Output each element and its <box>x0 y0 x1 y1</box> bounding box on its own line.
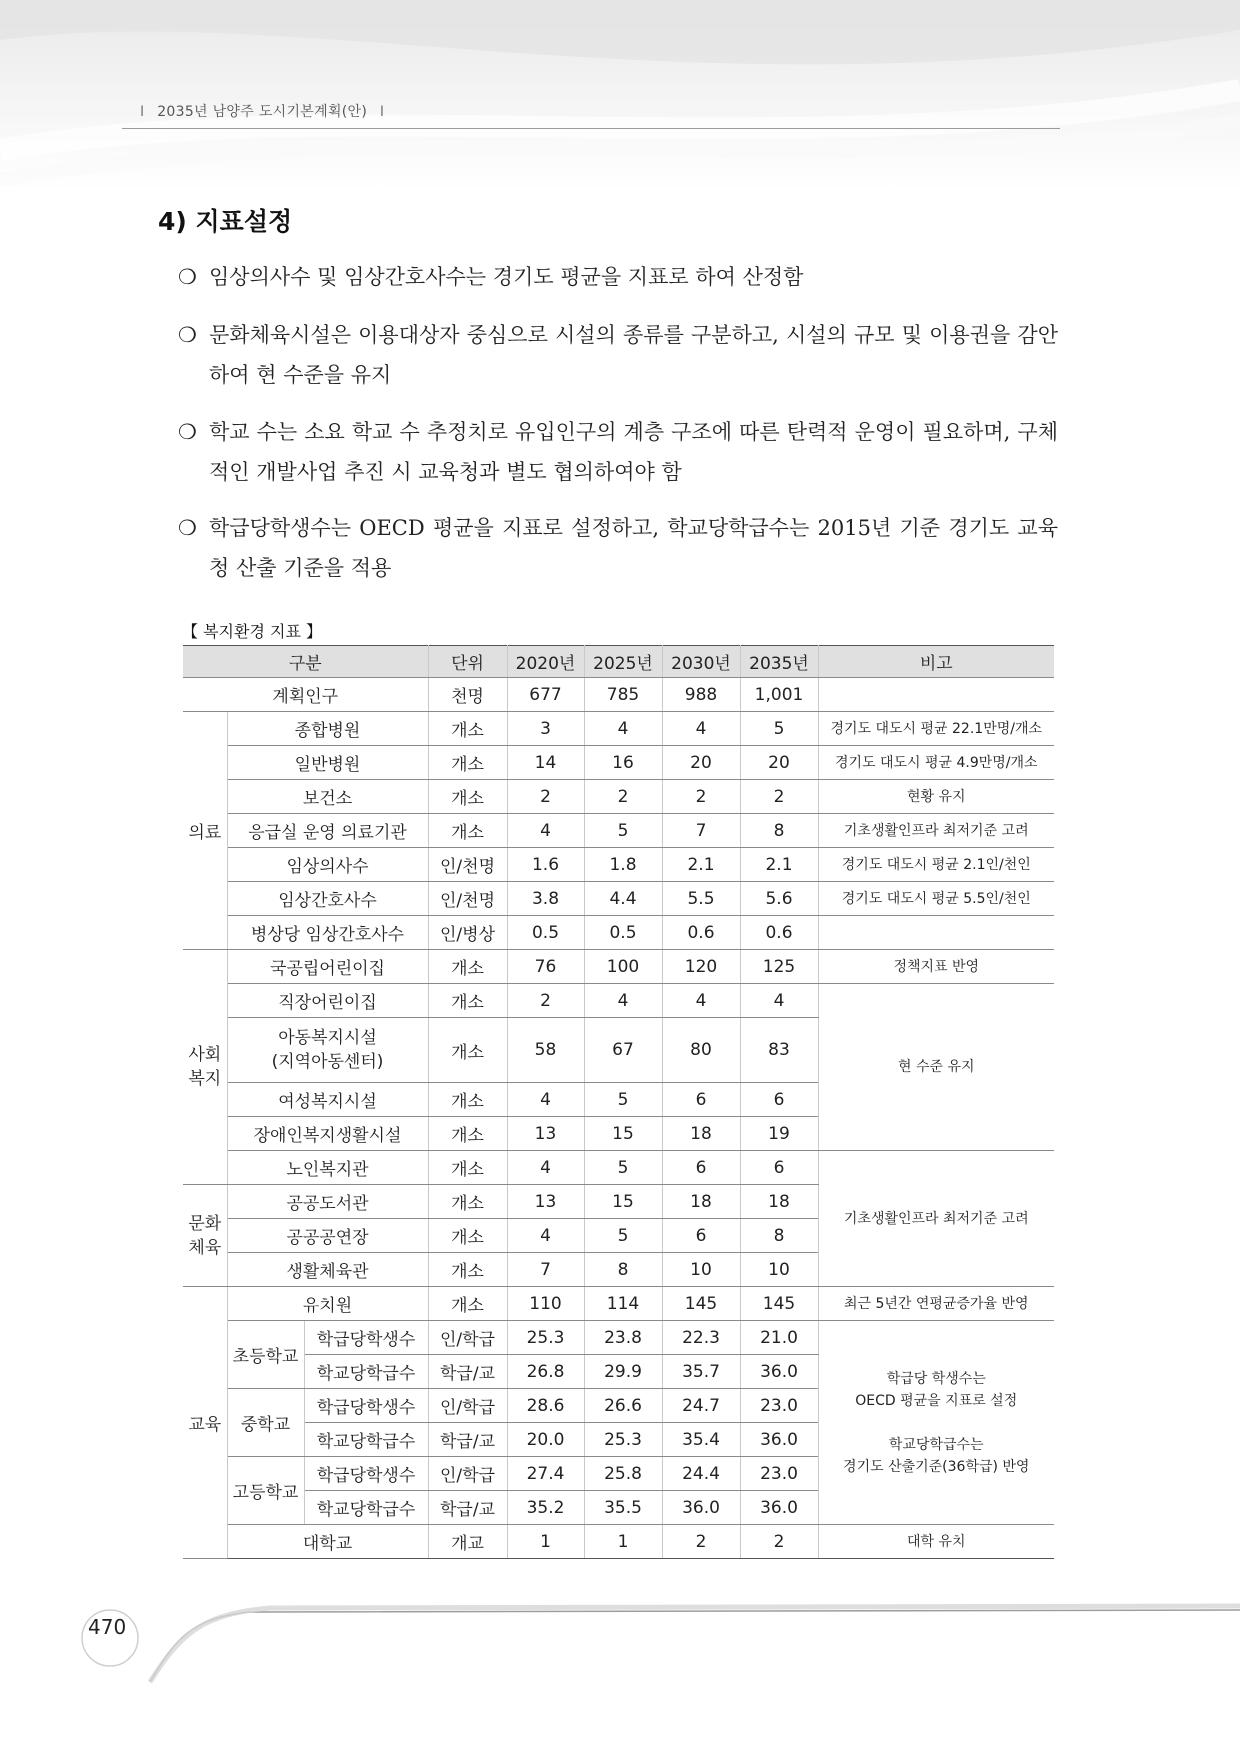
header-background <box>0 0 1240 190</box>
cell-2020: 2 <box>507 984 584 1018</box>
cell-2035: 2 <box>740 780 818 814</box>
table-caption: 【 복지환경 지표 】 <box>182 622 322 641</box>
cell-2035: 145 <box>740 1287 818 1321</box>
cell-2030: 6 <box>662 1219 740 1253</box>
row-unit: 개소 <box>428 814 507 848</box>
cell-2025: 2 <box>584 780 662 814</box>
cell-2035: 19 <box>740 1117 818 1151</box>
cell-2020: 4 <box>507 814 584 848</box>
cell-2035: 36.0 <box>740 1423 818 1457</box>
cell-2025: 25.8 <box>584 1457 662 1491</box>
header-2020: 2020년 <box>507 646 584 678</box>
cell-2030: 24.4 <box>662 1457 740 1491</box>
row-note: 기초생활인프라 최저기준 고려 <box>818 814 1054 848</box>
cell-2025: 785 <box>584 678 662 712</box>
row-unit: 개소 <box>428 712 507 746</box>
row-label: 공공공연장 <box>227 1219 428 1253</box>
cell-2035: 2.1 <box>740 848 818 882</box>
table-row <box>183 746 1054 780</box>
cell-2030: 2 <box>662 1525 740 1559</box>
cell-2020: 20.0 <box>507 1423 584 1457</box>
row-unit: 개소 <box>428 1219 507 1253</box>
bullet-item <box>178 412 1058 492</box>
cell-2030: 988 <box>662 678 740 712</box>
group-welfare-line1: 사회 <box>188 1045 222 1065</box>
header-rule <box>122 128 1060 129</box>
table-row <box>183 950 1054 984</box>
row-unit: 학급/교 <box>428 1355 507 1389</box>
table-row <box>183 678 1054 712</box>
cell-2030: 145 <box>662 1287 740 1321</box>
row-label: 학교당학급수 <box>304 1491 428 1525</box>
subgroup-high: 고등학교 <box>227 1457 304 1525</box>
row-unit: 개소 <box>428 984 507 1018</box>
table-row <box>183 1151 1054 1185</box>
cell-2020: 13 <box>507 1185 584 1219</box>
cell-2035: 23.0 <box>740 1457 818 1491</box>
cell-2030: 10 <box>662 1253 740 1287</box>
school-note-line1: 학급당 학생수는 <box>886 1370 986 1387</box>
row-unit: 개교 <box>428 1525 507 1559</box>
cell-2035: 20 <box>740 746 818 780</box>
cell-2025: 100 <box>584 950 662 984</box>
row-label: 유치원 <box>227 1287 428 1321</box>
cell-2030: 7 <box>662 814 740 848</box>
row-unit: 개소 <box>428 1117 507 1151</box>
cell-2030: 6 <box>662 1083 740 1117</box>
table-row <box>183 712 1054 746</box>
group-welfare <box>183 950 227 1185</box>
cell-2020: 4 <box>507 1083 584 1117</box>
header-bar-right: I <box>379 104 385 120</box>
culture-note: 기초생활인프라 최저기준 고려 <box>818 1151 1054 1287</box>
row-label: 학급당학생수 <box>304 1389 428 1423</box>
cell-2025: 4 <box>584 712 662 746</box>
row-note: 대학 유치 <box>818 1525 1054 1559</box>
cell-2035: 5 <box>740 712 818 746</box>
cell-2030: 24.7 <box>662 1389 740 1423</box>
cell-2020: 13 <box>507 1117 584 1151</box>
cell-2035: 5.6 <box>740 882 818 916</box>
cell-2030: 120 <box>662 950 740 984</box>
row-label-line1: 아동복지시설 <box>278 1028 377 1048</box>
cell-2020: 14 <box>507 746 584 780</box>
row-unit: 인/학급 <box>428 1321 507 1355</box>
header-note: 비고 <box>818 646 1054 678</box>
welfare-note: 현 수준 유지 <box>818 984 1054 1151</box>
row-label: 응급실 운영 의료기관 <box>227 814 428 848</box>
school-note-line2: OECD 평균을 지표로 설정 <box>855 1392 1018 1409</box>
row-label: 학급당학생수 <box>304 1321 428 1355</box>
cell-2020: 110 <box>507 1287 584 1321</box>
row-unit: 개소 <box>428 1018 507 1083</box>
row-note <box>818 916 1054 950</box>
cell-2030: 2.1 <box>662 848 740 882</box>
bullet-text: 학교 수는 소요 학교 수 추정치로 유입인구의 계층 구조에 따른 탄력적 운영이 필요하며, 구체적인 개발사업 추진 시 교육청과 별도 협의하여야 함 <box>209 420 1058 484</box>
table-row <box>183 814 1054 848</box>
row-label <box>227 1018 428 1083</box>
row-label: 임상간호사수 <box>227 882 428 916</box>
header-2035: 2035년 <box>740 646 818 678</box>
bullet-mark: ❍ <box>178 323 197 347</box>
row-unit: 개소 <box>428 1185 507 1219</box>
cell-2035: 36.0 <box>740 1491 818 1525</box>
row-label: 학교당학급수 <box>304 1355 428 1389</box>
cell-2030: 4 <box>662 984 740 1018</box>
table-row <box>183 1287 1054 1321</box>
cell-2035: 36.0 <box>740 1355 818 1389</box>
row-unit: 인/천명 <box>428 882 507 916</box>
cell-2020: 35.2 <box>507 1491 584 1525</box>
table-header-row <box>183 646 1054 678</box>
cell-2035: 0.6 <box>740 916 818 950</box>
page-number: 470 <box>88 1615 127 1639</box>
row-unit: 개소 <box>428 1083 507 1117</box>
header-decoration <box>0 0 1240 190</box>
table-row <box>183 1321 1054 1355</box>
cell-2025: 1 <box>584 1525 662 1559</box>
cell-2025: 5 <box>584 1083 662 1117</box>
group-education: 교육 <box>183 1287 227 1559</box>
row-note: 경기도 대도시 평균 4.9만명/개소 <box>818 746 1054 780</box>
row-unit: 개소 <box>428 1253 507 1287</box>
row-label: 종합병원 <box>227 712 428 746</box>
bullet-item <box>178 508 1058 588</box>
group-culture-line2: 체육 <box>188 1237 222 1258</box>
group-welfare-line2: 복지 <box>188 1069 222 1089</box>
cell-2035: 4 <box>740 984 818 1018</box>
cell-2025: 15 <box>584 1185 662 1219</box>
row-label: 계획인구 <box>183 678 428 712</box>
row-unit: 개소 <box>428 1287 507 1321</box>
cell-2020: 27.4 <box>507 1457 584 1491</box>
cell-2030: 18 <box>662 1185 740 1219</box>
row-label: 대학교 <box>227 1525 428 1559</box>
cell-2035: 8 <box>740 814 818 848</box>
row-unit: 인/병상 <box>428 916 507 950</box>
table-row <box>183 1525 1054 1559</box>
cell-2025: 0.5 <box>584 916 662 950</box>
cell-2035: 125 <box>740 950 818 984</box>
row-label: 일반병원 <box>227 746 428 780</box>
cell-2030: 18 <box>662 1117 740 1151</box>
row-unit: 인/학급 <box>428 1457 507 1491</box>
cell-2020: 677 <box>507 678 584 712</box>
row-label: 학교당학급수 <box>304 1423 428 1457</box>
header-unit: 단위 <box>428 646 507 678</box>
cell-2025: 5 <box>584 1151 662 1185</box>
row-note: 현황 유지 <box>818 780 1054 814</box>
row-label: 병상당 임상간호사수 <box>227 916 428 950</box>
cell-2030: 20 <box>662 746 740 780</box>
bullet-item <box>178 257 1058 297</box>
cell-2030: 4 <box>662 712 740 746</box>
row-unit: 인/학급 <box>428 1389 507 1423</box>
cell-2035: 6 <box>740 1151 818 1185</box>
cell-2035: 23.0 <box>740 1389 818 1423</box>
cell-2030: 36.0 <box>662 1491 740 1525</box>
bullet-mark: ❍ <box>178 265 197 289</box>
row-label: 공공도서관 <box>227 1185 428 1219</box>
row-label: 보건소 <box>227 780 428 814</box>
row-note: 경기도 대도시 평균 2.1인/천인 <box>818 848 1054 882</box>
cell-2030: 35.4 <box>662 1423 740 1457</box>
cell-2030: 0.6 <box>662 916 740 950</box>
bullet-mark: ❍ <box>178 516 197 540</box>
cell-2020: 4 <box>507 1151 584 1185</box>
school-note <box>818 1321 1054 1525</box>
subgroup-elementary: 초등학교 <box>227 1321 304 1389</box>
cell-2035: 8 <box>740 1219 818 1253</box>
group-medical: 의료 <box>183 712 227 950</box>
row-note: 정책지표 반영 <box>818 950 1054 984</box>
cell-2025: 16 <box>584 746 662 780</box>
subgroup-middle: 중학교 <box>227 1389 304 1457</box>
cell-2025: 1.8 <box>584 848 662 882</box>
row-note <box>818 678 1054 712</box>
cell-2025: 67 <box>584 1018 662 1083</box>
cell-2025: 8 <box>584 1253 662 1287</box>
row-unit: 인/천명 <box>428 848 507 882</box>
cell-2020: 7 <box>507 1253 584 1287</box>
row-label: 학급당학생수 <box>304 1457 428 1491</box>
cell-2035: 10 <box>740 1253 818 1287</box>
row-label: 노인복지관 <box>227 1151 428 1185</box>
cell-2020: 0.5 <box>507 916 584 950</box>
row-label: 장애인복지생활시설 <box>227 1117 428 1151</box>
cell-2020: 1.6 <box>507 848 584 882</box>
cell-2030: 5.5 <box>662 882 740 916</box>
row-unit: 개소 <box>428 1151 507 1185</box>
school-note-line4: 경기도 산출기준(36학급) 반영 <box>843 1458 1030 1475</box>
footer-swoosh <box>0 1590 1240 1700</box>
cell-2020: 3 <box>507 712 584 746</box>
cell-2035: 1,001 <box>740 678 818 712</box>
row-note: 경기도 대도시 평균 22.1만명/개소 <box>818 712 1054 746</box>
row-unit: 학급/교 <box>428 1491 507 1525</box>
cell-2030: 35.7 <box>662 1355 740 1389</box>
bullet-item <box>178 315 1058 395</box>
row-label-line2: (지역아동센터) <box>271 1052 384 1072</box>
cell-2025: 25.3 <box>584 1423 662 1457</box>
table-row <box>183 916 1054 950</box>
cell-2020: 4 <box>507 1219 584 1253</box>
cell-2030: 22.3 <box>662 1321 740 1355</box>
running-title: 2035년 남양주 도시기본계획(안) <box>157 104 368 120</box>
section-title: 4) 지표설정 <box>158 207 293 236</box>
row-unit: 천명 <box>428 678 507 712</box>
row-unit: 개소 <box>428 746 507 780</box>
cell-2020: 3.8 <box>507 882 584 916</box>
cell-2025: 4.4 <box>584 882 662 916</box>
row-unit: 개소 <box>428 950 507 984</box>
header-category: 구분 <box>183 646 428 678</box>
header-2025: 2025년 <box>584 646 662 678</box>
welfare-indicator-table <box>183 645 1054 1559</box>
cell-2020: 58 <box>507 1018 584 1083</box>
bullet-text: 학급당학생수는 OECD 평균을 지표로 설정하고, 학교당학급수는 2015년 기준 경기도 교육청 산출 기준을 적용 <box>209 516 1058 580</box>
cell-2030: 6 <box>662 1151 740 1185</box>
cell-2025: 4 <box>584 984 662 1018</box>
row-note: 경기도 대도시 평균 5.5인/천인 <box>818 882 1054 916</box>
cell-2025: 35.5 <box>584 1491 662 1525</box>
table-row <box>183 984 1054 1018</box>
row-unit: 학급/교 <box>428 1423 507 1457</box>
running-header <box>132 101 392 121</box>
cell-2025: 26.6 <box>584 1389 662 1423</box>
school-note-line3: 학교당학급수는 <box>888 1436 984 1453</box>
row-label: 임상의사수 <box>227 848 428 882</box>
cell-2025: 29.9 <box>584 1355 662 1389</box>
cell-2025: 5 <box>584 1219 662 1253</box>
cell-2035: 2 <box>740 1525 818 1559</box>
table-row <box>183 882 1054 916</box>
header-2030: 2030년 <box>662 646 740 678</box>
cell-2020: 2 <box>507 780 584 814</box>
cell-2035: 6 <box>740 1083 818 1117</box>
cell-2035: 18 <box>740 1185 818 1219</box>
group-culture <box>183 1185 227 1287</box>
row-label: 생활체육관 <box>227 1253 428 1287</box>
cell-2020: 25.3 <box>507 1321 584 1355</box>
cell-2025: 15 <box>584 1117 662 1151</box>
cell-2020: 76 <box>507 950 584 984</box>
row-note: 최근 5년간 연평균증가율 반영 <box>818 1287 1054 1321</box>
cell-2030: 2 <box>662 780 740 814</box>
row-unit: 개소 <box>428 780 507 814</box>
bullet-mark: ❍ <box>178 420 197 444</box>
cell-2025: 114 <box>584 1287 662 1321</box>
cell-2025: 23.8 <box>584 1321 662 1355</box>
cell-2020: 1 <box>507 1525 584 1559</box>
cell-2020: 26.8 <box>507 1355 584 1389</box>
group-culture-line1: 문화 <box>188 1213 222 1234</box>
cell-2020: 28.6 <box>507 1389 584 1423</box>
bullet-text: 임상의사수 및 임상간호사수는 경기도 평균을 지표로 하여 산정함 <box>209 265 804 289</box>
cell-2035: 21.0 <box>740 1321 818 1355</box>
cell-2035: 83 <box>740 1018 818 1083</box>
row-label: 직장어린이집 <box>227 984 428 1018</box>
header-bar-left: I <box>140 104 145 120</box>
cell-2025: 5 <box>584 814 662 848</box>
row-label: 국공립어린이집 <box>227 950 428 984</box>
row-label: 여성복지시설 <box>227 1083 428 1117</box>
cell-2030: 80 <box>662 1018 740 1083</box>
bullet-text: 문화체육시설은 이용대상자 중심으로 시설의 종류를 구분하고, 시설의 규모 및 이용권을 감안하여 현 수준을 유지 <box>209 323 1058 387</box>
table-row <box>183 848 1054 882</box>
table-row <box>183 780 1054 814</box>
